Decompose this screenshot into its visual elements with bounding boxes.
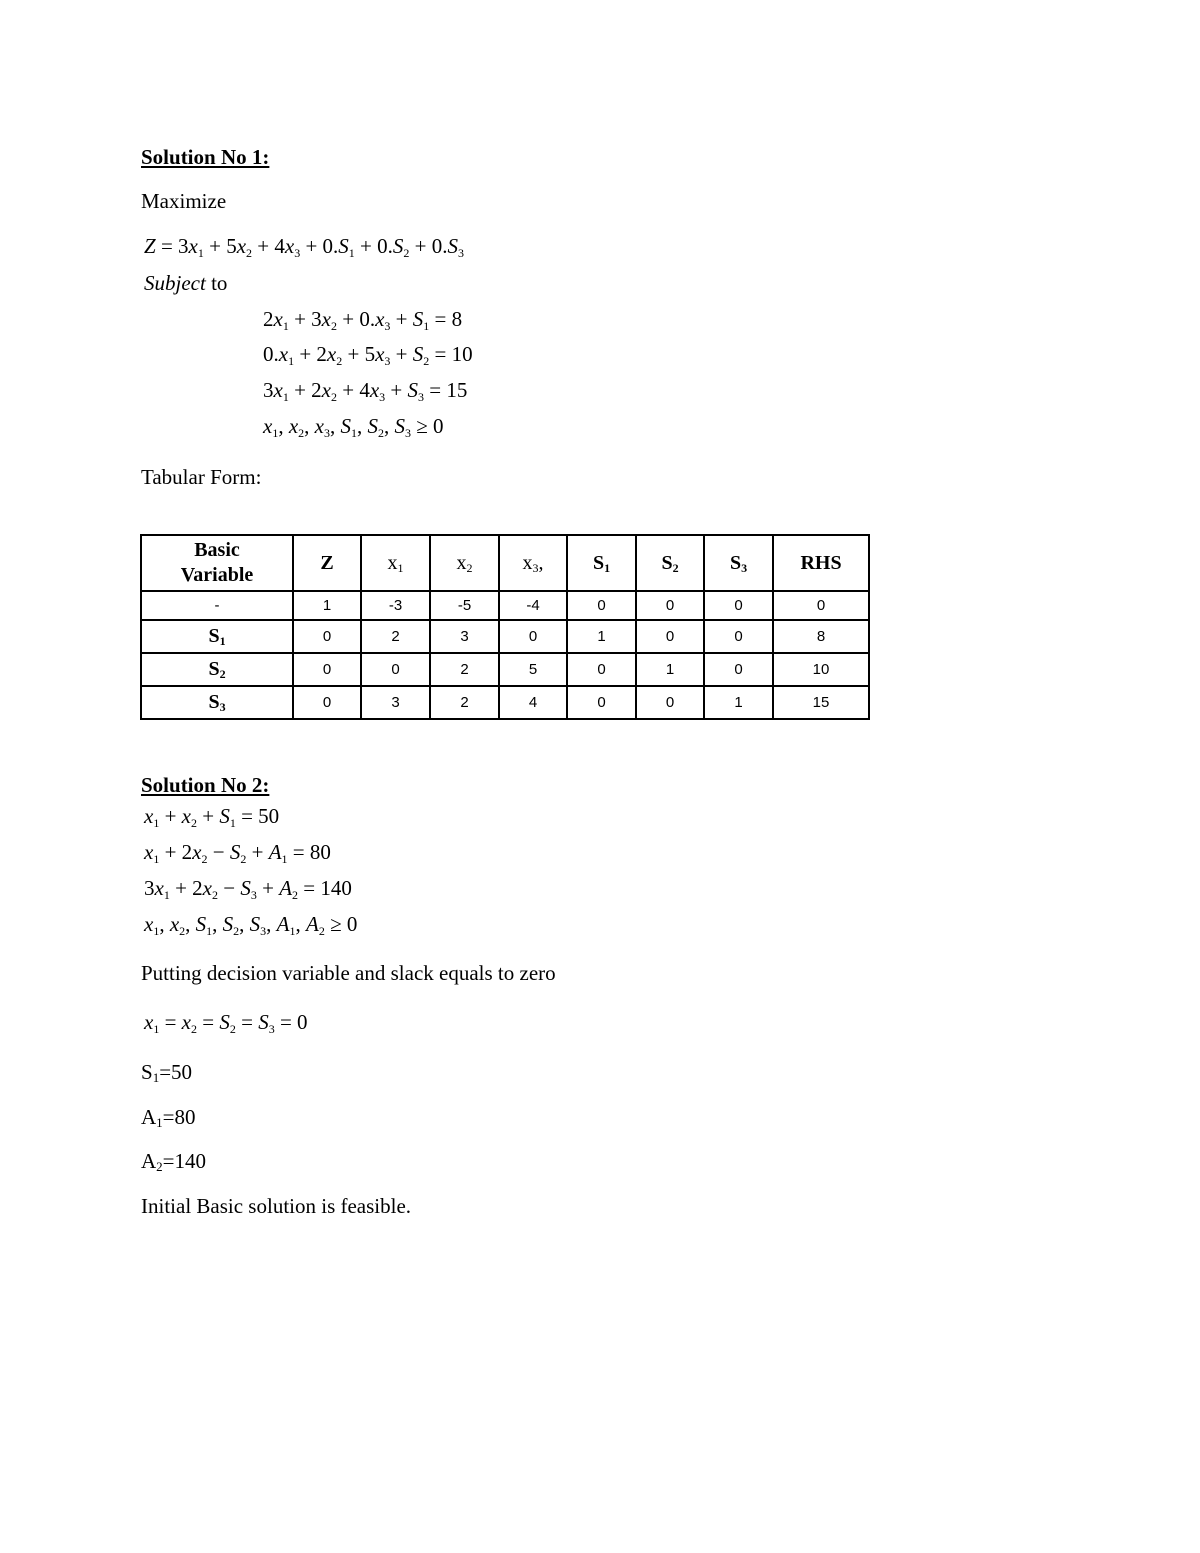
table-cell: 1 — [567, 620, 636, 653]
constraint-3: $3x_1 + 2x_2 + 4x_3 + S_3 = 15$ — [263, 378, 468, 404]
table-row — [141, 653, 869, 686]
to-word: to — [211, 271, 228, 295]
row-basic-variable: - — [141, 591, 293, 620]
row-basic-variable: $S_1$ — [141, 620, 293, 653]
row-basic-variable: $S_2$ — [141, 653, 293, 686]
table-cell: 0 — [293, 653, 361, 686]
table-cell: 0 — [636, 591, 704, 620]
nonnegativity-equation: $x_1$, $x_2$, $S_1$, $S_2$, $S_3$, $A_1$, $A_2 \ge 0$ — [144, 912, 358, 938]
constraint-2: $0.x_1 + 2x_2 + 5x_3 + S_2 = 10$ — [263, 342, 473, 368]
equation-3: $3x_1 + 2x_2 - S_3 + A_2 = 140$ — [144, 876, 352, 902]
table-body — [141, 591, 869, 719]
table-cell: 15 — [773, 686, 869, 719]
constraint-1: $2x_1 + 3x_2 + 0.x_3 + S_1 = 8$ — [263, 307, 463, 333]
table-cell: 0 — [293, 620, 361, 653]
table-cell: 10 — [773, 653, 869, 686]
table-cell: 4 — [499, 686, 567, 719]
putting-text: Putting decision variable and slack equals to zero — [141, 961, 556, 985]
table-cell: 0 — [499, 620, 567, 653]
subject-word: Subject — [144, 271, 206, 295]
equation-2: $x_1 + 2x_2 - S_2 + A_1 = 80$ — [144, 840, 331, 866]
table-cell: -3 — [361, 591, 430, 620]
header-s3: $S_3$ — [704, 535, 773, 591]
table-cell: -4 — [499, 591, 567, 620]
table-row — [141, 686, 869, 719]
row-basic-variable: $S_3$ — [141, 686, 293, 719]
table-header-row — [141, 535, 869, 591]
subject-to-line — [144, 273, 227, 294]
table-row — [141, 591, 869, 620]
nonnegativity-constraint: $x_1$, $x_2$, $x_3$, $S_1$, $S_2$, $S_3 \ge 0$ — [263, 414, 444, 440]
table-cell: 1 — [293, 591, 361, 620]
table-cell: 0 — [704, 591, 773, 620]
table-cell: 3 — [361, 686, 430, 719]
table-cell: 0 — [567, 591, 636, 620]
zero-equation: $x_1 = x_2 = S_2 = S_3 = 0$ — [144, 1010, 308, 1036]
table-cell: 2 — [430, 653, 499, 686]
table-cell: 1 — [636, 653, 704, 686]
header-s2: $S_2$ — [636, 535, 704, 591]
header-s1: $S_1$ — [567, 535, 636, 591]
objective-function: $Z = 3x_1 + 5x_2 + 4x_3 + 0.S_1 + 0.S_2 + 0.S_3$ — [144, 234, 464, 260]
table-cell: 1 — [704, 686, 773, 719]
table-cell: 0 — [773, 591, 869, 620]
table-cell: 2 — [361, 620, 430, 653]
table-cell: 8 — [773, 620, 869, 653]
solution-1-heading: Solution No 1: — [141, 145, 270, 169]
solution-2-heading: Solution No 2: — [141, 773, 270, 797]
table-cell: 5 — [499, 653, 567, 686]
tabular-form-label: Tabular Form: — [141, 465, 262, 489]
value-s1: $S_1=50$ — [141, 1060, 193, 1085]
header-x3: $x_3$, — [499, 535, 567, 591]
table-cell: 0 — [567, 653, 636, 686]
maximize-label: Maximize — [141, 189, 227, 213]
table-cell: 0 — [636, 620, 704, 653]
header-x1: $x_1$ — [361, 535, 430, 591]
header-x2: $x_2$ — [430, 535, 499, 591]
table-cell: 2 — [430, 686, 499, 719]
header-z: Z — [293, 535, 361, 591]
table-row — [141, 620, 869, 653]
simplex-tableau — [140, 534, 870, 720]
equation-1: $x_1 + x_2 + S_1 = 50$ — [144, 804, 280, 830]
table-cell: 0 — [567, 686, 636, 719]
header-rhs: RHS — [773, 535, 869, 591]
header-basic-variable: Basic Variable — [141, 535, 293, 591]
table-cell: -5 — [430, 591, 499, 620]
value-a2: $A_2=140$ — [141, 1149, 207, 1174]
table-cell: 3 — [430, 620, 499, 653]
table-cell: 0 — [293, 686, 361, 719]
conclusion-text: Initial Basic solution is feasible. — [141, 1194, 412, 1218]
table-cell: 0 — [636, 686, 704, 719]
table-cell: 0 — [361, 653, 430, 686]
value-a1: $A_1=80$ — [141, 1105, 196, 1130]
table-cell: 0 — [704, 653, 773, 686]
table-cell: 0 — [704, 620, 773, 653]
